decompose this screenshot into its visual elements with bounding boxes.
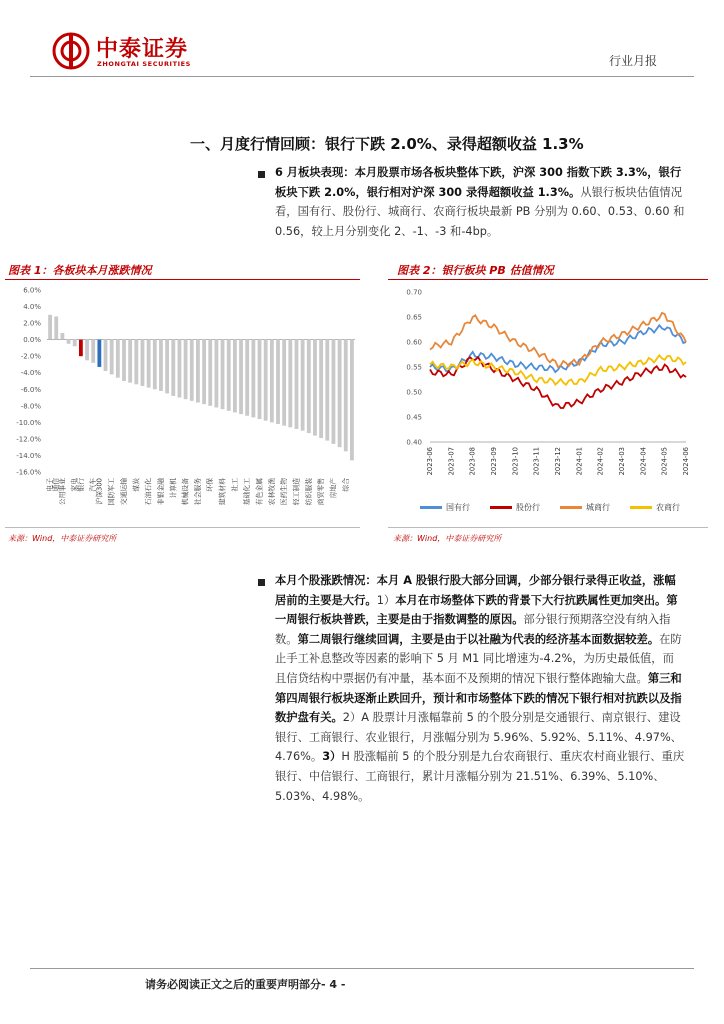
y-tick-label: -2.0%: [20, 352, 41, 361]
legend-swatch: [420, 506, 442, 509]
figure1-top-line: [5, 279, 360, 280]
bar: [60, 333, 64, 340]
y-tick-label: 0.45: [406, 413, 422, 422]
bar: [227, 340, 231, 411]
bar: [264, 340, 268, 421]
para1-normal: 从银行板块估值情况看，国有行、股份行、城商行、农商行板块最新 PB 分别为 0.60、0.53、0.60 和 0.56，较上月分别变化 2、-1、-3 和-4bp。: [275, 185, 685, 238]
bar: [245, 340, 249, 416]
figure2-top-line: [388, 279, 708, 280]
legend-item: [630, 500, 680, 514]
x-tick-label: 2024-05: [660, 447, 669, 476]
figure2-title: 图表 2：银行板块 PB 估值情况: [397, 264, 554, 277]
category-label: 国防军工: [107, 478, 116, 506]
bar: [251, 340, 255, 418]
bar: [73, 340, 77, 347]
legend-item: [490, 500, 540, 514]
category-label: 轻工制造: [292, 478, 301, 506]
y-tick-label: 2.0%: [23, 319, 41, 328]
bar: [276, 340, 280, 424]
x-tick-label: 2024-02: [596, 447, 605, 476]
y-tick-label: 0.40: [406, 438, 422, 447]
bar: [313, 340, 317, 436]
bar: [295, 340, 299, 429]
para2-segment: 2）A 股票计月涨幅靠前 5 的个股分别是交通银行、南京银行、建设银行、工商银行、农业银行，月涨幅分别为 5.96%、5.92%、5.11%、4.97%、4.76%。: [275, 711, 682, 764]
x-tick-label: 2023-09: [490, 447, 498, 476]
bar: [307, 340, 311, 433]
category-label: 汽车: [89, 478, 98, 492]
category-label: 通信: [52, 478, 61, 492]
paragraph-stock-performance: [275, 571, 685, 806]
bar: [178, 340, 182, 398]
bar: [134, 340, 138, 385]
bar: [85, 340, 89, 361]
chart2-legend: [420, 500, 700, 514]
x-tick-label: 2023-06: [426, 447, 434, 476]
x-tick-label: 2023-08: [468, 447, 477, 476]
para2-segment: 3）: [322, 750, 342, 764]
bar: [110, 340, 114, 375]
y-tick-label: 0.0%: [23, 336, 41, 345]
company-logo: [52, 30, 222, 72]
bar: [282, 340, 286, 426]
y-tick-label: 0.60: [406, 338, 422, 347]
bar: [202, 340, 206, 405]
bar: [288, 340, 292, 428]
figure1-source: 来源：Wind，中泰证券研究所: [8, 534, 117, 543]
category-label: 银行: [76, 478, 85, 492]
para2-segment: 部分银行预期落空没有纳入指数。: [275, 613, 671, 646]
category-label: 社工: [230, 478, 239, 492]
y-tick-label: -16.0%: [16, 468, 41, 477]
bar: [104, 340, 108, 371]
category-label: 环保: [206, 478, 215, 492]
legend-label: 股份行: [516, 502, 540, 512]
category-label: 沪深300: [95, 478, 104, 505]
bar: [233, 340, 237, 413]
bullet-marker: [258, 171, 265, 178]
category-label: 基础化工: [243, 478, 252, 506]
bullet-marker: [258, 579, 265, 586]
bar: [79, 340, 83, 357]
x-tick-label: 2023-07: [447, 447, 456, 476]
y-tick-label: -4.0%: [20, 369, 41, 378]
y-tick-label: -12.0%: [16, 435, 41, 444]
bar: [208, 340, 212, 406]
category-label: 社会服务: [193, 478, 202, 506]
bar: [141, 340, 145, 386]
y-tick-label: -6.0%: [20, 385, 41, 394]
bar: [97, 340, 101, 367]
report-type: 行业月报: [609, 54, 658, 68]
category-label: 有色金属: [255, 478, 264, 506]
category-label: 煤炭: [132, 478, 141, 492]
x-tick-label: 2023-11: [532, 447, 541, 476]
category-label: 医药生物: [280, 478, 289, 506]
bar: [67, 340, 71, 344]
footer-text: [145, 976, 345, 992]
y-tick-label: -10.0%: [16, 418, 41, 427]
category-label: 房地产: [329, 478, 338, 499]
category-label: 商贸零售: [317, 478, 326, 506]
category-label: 石油石化: [144, 478, 153, 506]
y-tick-label: -14.0%: [16, 451, 41, 460]
legend-label: 国有行: [446, 502, 470, 512]
category-label: 综合: [341, 478, 350, 492]
legend-label: 农商行: [656, 502, 680, 512]
logo-name-cn: 中泰证券: [96, 37, 189, 62]
legend-swatch: [490, 506, 512, 509]
category-label: 建筑材料: [218, 478, 227, 506]
x-tick-label: 2024-04: [639, 447, 648, 476]
figure1-bottom-line: [5, 527, 360, 528]
legend-item: [420, 500, 470, 514]
legend-swatch: [560, 506, 582, 509]
bar: [332, 340, 336, 444]
y-tick-label: 0.65: [406, 313, 422, 322]
section-title: 一、月度行情回顾：银行下跌 2.0%、录得超额收益 1.3%: [190, 135, 584, 153]
y-tick-label: 0.55: [406, 363, 422, 372]
bar: [258, 340, 262, 419]
category-label: 机械设备: [181, 478, 190, 506]
legend-label: 城商行: [586, 502, 610, 512]
category-label: 纺织服装: [304, 478, 313, 506]
category-label: 家电: [70, 478, 79, 492]
para2-segment: 本月在市场整体下跌的背景下大行抗跌属性更加突出。第一周银行板块普跌，主要是由于指数调整的原因。: [275, 593, 678, 627]
para2-segment: 第三和第四周银行板块逐渐止跌回升，预计和市场整体下跌的情况下银行相对抗跌以及指数护盘有关。: [275, 671, 682, 725]
paragraph-sector-performance: [275, 163, 685, 241]
x-tick-label: 2024-03: [618, 447, 626, 476]
footer-disclaimer: 请务必阅读正文之后的重要声明部分: [145, 978, 321, 991]
bar: [171, 340, 175, 396]
bar: [128, 340, 132, 383]
bar: [54, 316, 58, 339]
footer-divider: [30, 968, 694, 969]
logo-emblem-icon: [52, 32, 90, 70]
figure2-source: 来源：Wind，中泰证券研究所: [393, 534, 502, 543]
para2-segment: 第二周银行继续回调，主要是由于以社融为代表的经济基本面数据较差。: [297, 632, 660, 646]
bar: [153, 340, 157, 390]
category-label: 农林牧渔: [267, 478, 276, 506]
x-tick-label: 2023-12: [554, 447, 562, 476]
bar: [301, 340, 305, 431]
bar: [239, 340, 243, 414]
para1-bold: 6 月板块表现：本月股票市场各板块整体下跌，沪深 300 指数下跌 3.3%，银行板块下跌 2.0%，银行相对沪深 300 录得超额收益 1.3%。: [275, 166, 682, 199]
bar: [159, 340, 163, 391]
bank-pb-line-chart: [388, 282, 708, 492]
para2-segment: 1）: [376, 593, 396, 607]
para2-segment: 本月个股涨跌情况：本月 A 股银行股大部分回调，少部分银行录得正收益，涨幅居前的主要是大行。: [275, 574, 676, 607]
para2-segment: 在防止手工补息整改等因素的影响下 5 月 M1 同比增速为-4.2%，为历史最低值，而且信贷结构中票据仍有冲量，基本面不及预期的情况下银行整体跑输大盘。: [275, 632, 682, 685]
bar: [116, 340, 120, 378]
bar: [350, 340, 354, 461]
y-tick-label: 6.0%: [23, 286, 41, 295]
legend-swatch: [630, 506, 652, 509]
bar: [48, 315, 52, 340]
bar: [122, 340, 126, 381]
bar: [319, 340, 323, 438]
y-tick-label: 0.50: [406, 388, 422, 397]
bar: [221, 340, 225, 409]
y-tick-label: 4.0%: [23, 303, 41, 312]
sector-return-bar-chart: [5, 282, 360, 522]
y-tick-label: 0.70: [406, 288, 422, 297]
bar: [165, 340, 169, 394]
bar: [190, 340, 194, 401]
bar: [91, 340, 95, 363]
bar: [196, 340, 200, 403]
para2-segment: H 股涨幅前 5 的个股分别是九台农商银行、重庆农村商业银行、重庆银行、中信银行、工商银行，累计月涨幅分别为 21.51%、6.39%、5.10%、5.03%、4.98%。: [275, 750, 685, 803]
logo-name-en: ZHONGTAI SECURITIES: [97, 60, 191, 68]
bar: [270, 340, 274, 423]
y-tick-label: -8.0%: [20, 402, 41, 411]
bar: [325, 340, 329, 441]
bar: [214, 340, 218, 408]
bar: [344, 340, 348, 452]
legend-item: [560, 500, 610, 514]
x-tick-label: 2024-01: [575, 447, 584, 476]
category-label: 公用事业: [58, 478, 67, 506]
category-label: 电子: [46, 478, 55, 492]
category-label: 交通运输: [120, 478, 128, 506]
bar: [184, 340, 188, 400]
x-tick-label: 2023-10: [511, 447, 520, 476]
x-tick-label: 2024-06: [682, 447, 690, 476]
bar: [147, 340, 151, 388]
figure2-bottom-line: [388, 527, 708, 528]
page-number: - 4 -: [321, 978, 346, 991]
figure1-title: 图表 1：各板块本月涨跌情况: [8, 264, 152, 277]
header-divider: [30, 76, 694, 77]
category-label: 计算机: [169, 478, 178, 499]
category-label: 非银金融: [156, 478, 165, 506]
bar: [338, 340, 342, 448]
